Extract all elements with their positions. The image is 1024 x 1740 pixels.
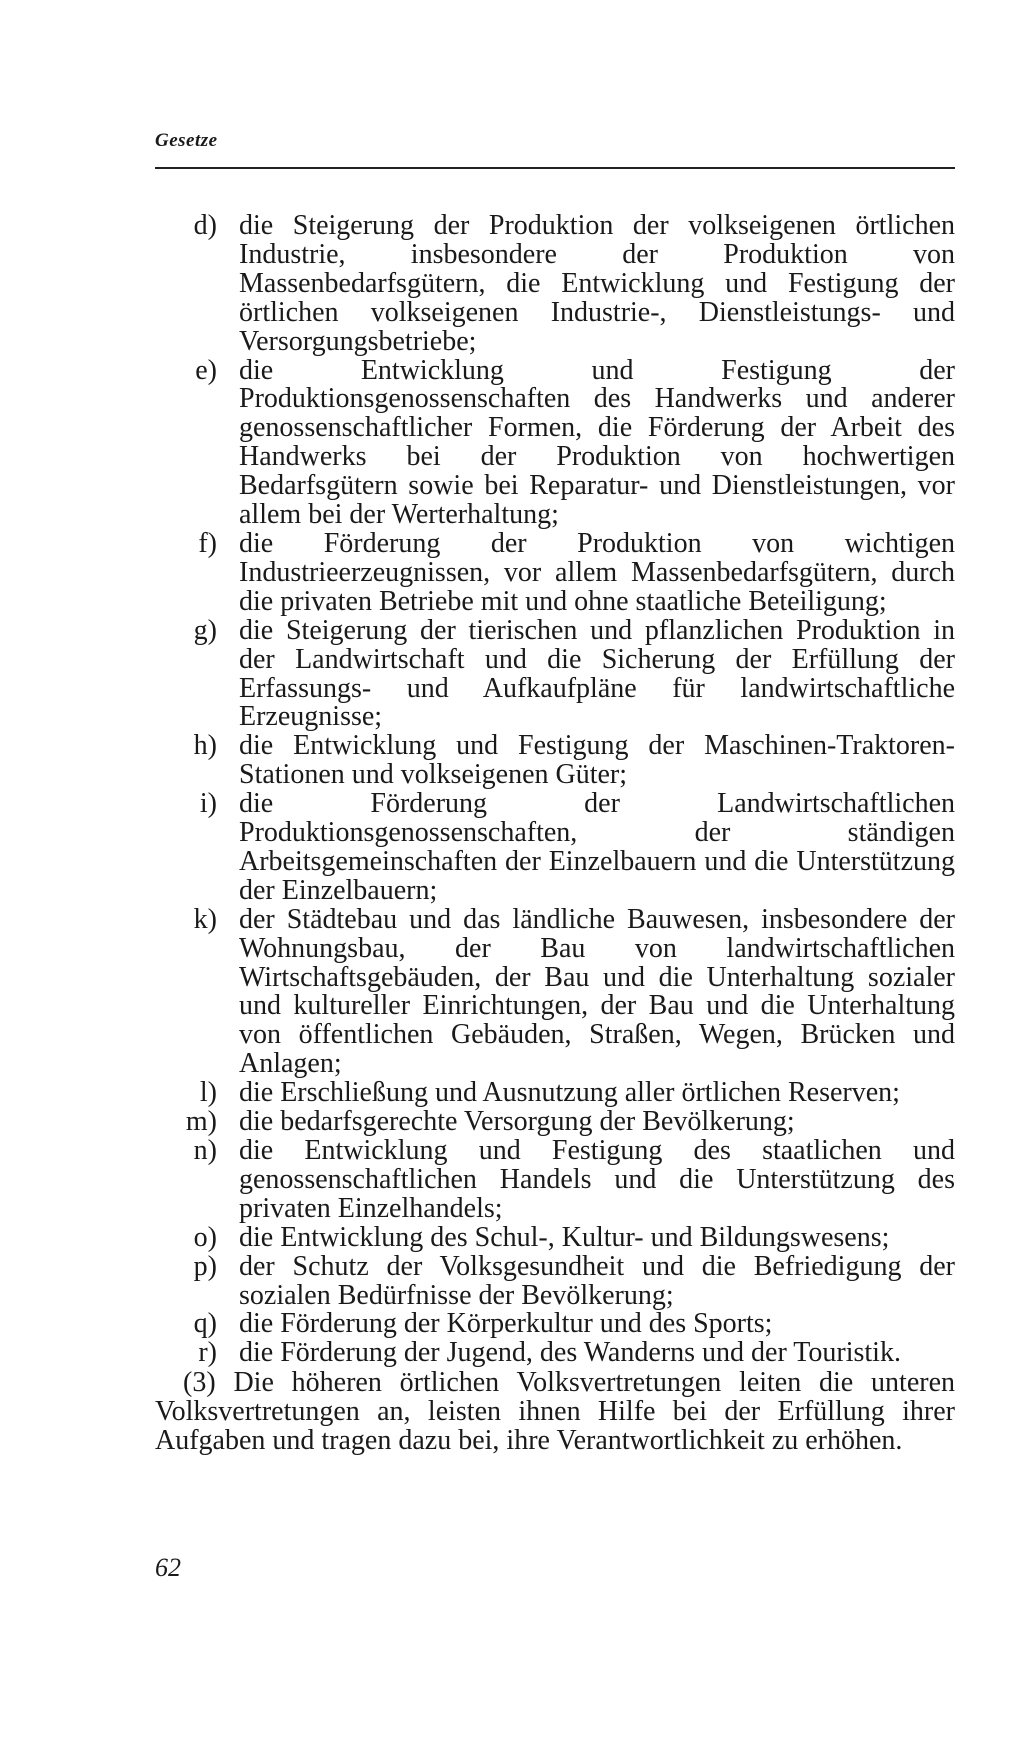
list-item-text: die Förderung der Jugend, des Wanderns und der Touristik. — [239, 1337, 901, 1369]
list-item-text: die Entwicklung und Festigung der Maschinen-Traktoren-Stationen und volkseigenen Güter; — [239, 730, 955, 791]
list-item-o — [155, 1221, 955, 1253]
list-item-text: die bedarfsgerechte Versorgung der Bevölkerung; — [239, 1106, 795, 1138]
list-marker: d) — [193, 210, 217, 241]
list-item-d — [155, 212, 955, 357]
list-item-r — [155, 1339, 955, 1368]
list-marker: e) — [195, 354, 217, 386]
paragraph-3: (3) Die höheren örtlichen Volksvertretungen leiten die unteren Volksvertretungen an, leisten ihnen Hilfe bei der Erfüllung ihrer Aufgaben und tragen dazu bei, ihre Verantwortlichkeit zu erhöhen. — [155, 1367, 955, 1457]
list-marker: k) — [193, 903, 217, 935]
running-head: Gesetze — [155, 130, 218, 151]
list-marker: g) — [193, 614, 217, 646]
list-marker: l) — [199, 1077, 217, 1109]
list-item-h — [155, 732, 955, 790]
list-item-n — [155, 1137, 955, 1224]
list-item-f — [155, 527, 955, 617]
list-item-q — [155, 1310, 955, 1339]
list-item-text: die Erschließung und Ausnutzung aller örtlichen Reserven; — [239, 1077, 900, 1109]
list-item-p — [155, 1250, 955, 1311]
header-rule — [155, 167, 955, 169]
list-item-text: die Förderung der Körperkultur und des Sports; — [239, 1308, 773, 1340]
list-item-i — [155, 790, 955, 906]
list-item-l — [155, 1079, 955, 1108]
list-item-k — [155, 903, 955, 1080]
list-marker: i) — [199, 788, 217, 820]
list-marker: q) — [193, 1308, 217, 1340]
list-item-text: die Entwicklung des Schul-, Kultur- und Bildungswesens; — [239, 1221, 890, 1253]
list-marker: f) — [198, 527, 217, 559]
list-item-text: die Entwicklung und Festigung der Produktionsgenossenschaften des Handwerks und anderer genossenschaftlicher Formen, die Förderung der Arbeit des Handwerks bei der Produktion von hochwertigen Bedarfsgütern sowie bei Reparatur- und Dienstleistungen, vor allem bei der Werterhaltung; — [239, 354, 955, 531]
list-item-text: die Förderung der Landwirtschaftlichen Produktionsgenossenschaften, der ständigen Arbeitsgemeinschaften der Einzelbauern und die Unterstützung der Einzelbauern; — [239, 788, 955, 906]
list-marker: n) — [193, 1135, 217, 1166]
list-item-text: die Förderung der Produktion von wichtigen Industrieerzeugnissen, vor allem Massenbedarfsgütern, durch die privaten Betriebe mit und ohne staatliche Beteiligung; — [239, 527, 955, 617]
list-marker: p) — [193, 1250, 217, 1282]
list-item-text: der Schutz der Volksgesundheit und die Befriedigung der sozialen Bedürfnisse der Bevölkerung; — [239, 1250, 955, 1311]
page-number: 62 — [155, 1553, 181, 1582]
list-marker: o) — [193, 1221, 217, 1253]
list-item-text: die Steigerung der tierischen und pflanzlichen Produktion in der Landwirtschaft und die Sicherung der Erfüllung der Erfassungs- und Aufkaufpläne für landwirtschaftliche Erzeugnisse; — [239, 614, 955, 733]
list-marker: h) — [193, 730, 217, 762]
body-text — [155, 212, 955, 1456]
list-item-m — [155, 1108, 955, 1137]
list-marker: r) — [198, 1337, 217, 1369]
list-item-g — [155, 614, 955, 733]
list-item-text: die Steigerung der Produktion der volkseigenen örtlichen Industrie, insbesondere der Produktion von Massenbedarfsgütern, die Entwicklung und Festigung der örtlichen volkseigenen Industrie-, Dienstleistungs- und Versorgungsbetriebe; — [239, 210, 955, 357]
list-item-e — [155, 354, 955, 531]
list-item-text: die Entwicklung und Festigung des staatlichen und genossenschaftlichen Handels und die Unterstützung des privaten Einzelhandels; — [239, 1135, 955, 1224]
list-marker: m) — [185, 1106, 217, 1138]
list-item-text: der Städtebau und das ländliche Bauwesen, insbesondere der Wohnungsbau, der Bau von landwirtschaftlichen Wirtschaftsgebäuden, der Bau und die Unterhaltung sozialer und kultureller Einrichtungen, der Bau und die Unterhaltung von öffentlichen Gebäuden, Straßen, Wegen, Brücken und Anlagen; — [239, 903, 955, 1080]
